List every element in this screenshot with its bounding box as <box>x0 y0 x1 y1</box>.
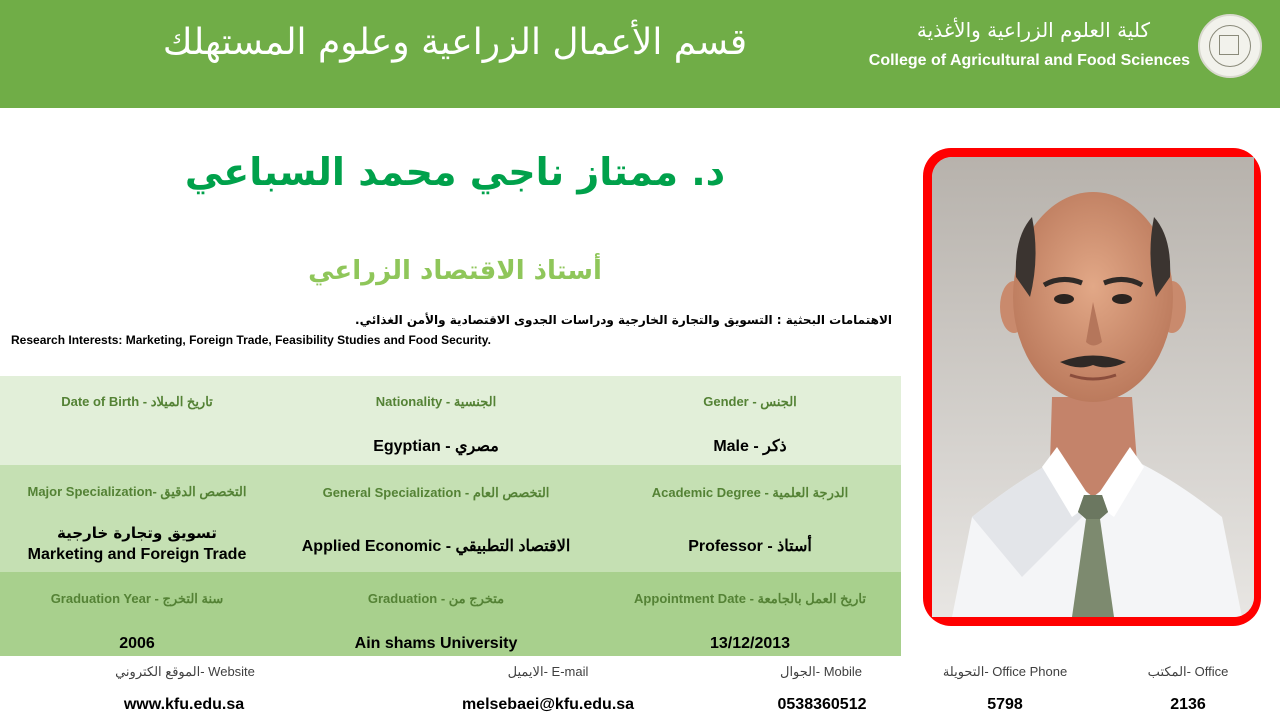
mobile-value: 0538360512 <box>777 696 867 713</box>
major-specialization-value-en: Marketing and Foreign Trade <box>27 546 247 563</box>
research-interests-ar: الاهتمامات البحثية : التسويق والتجارة الخارجية ودراسات الجدوى الاقتصادية والأمن الغذائي. <box>355 313 892 327</box>
office-phone-value: 5798 <box>987 696 1023 713</box>
faculty-name: د. ممتاز ناجي محمد السباعي <box>184 150 726 194</box>
office-phone-label: التحويلة- Office Phone <box>942 664 1068 679</box>
mobile-label: الجوال- Mobile <box>780 664 862 679</box>
website-link[interactable]: www.kfu.edu.sa <box>123 696 245 713</box>
dob-label: Date of Birth - تاريخ الميلاد <box>61 394 213 409</box>
graduation-label: Graduation - متخرج من <box>367 591 505 606</box>
college-name-ar: كلية العلوم الزراعية والأغذية <box>916 18 1150 42</box>
department-title: قسم الأعمال الزراعية وعلوم المستهلك <box>162 22 748 63</box>
university-seal-icon <box>1198 14 1262 78</box>
faculty-rank: أستاذ الاقتصاد الزراعي <box>308 256 602 286</box>
college-name-en: College of Agricultural and Food Sciences <box>868 52 1190 69</box>
research-interests-en: Research Interests: Marketing, Foreign Trade, Feasibility Studies and Food Security. <box>11 333 491 347</box>
general-specialization-label: General Specialization - التخصص العام <box>322 485 550 500</box>
faculty-portrait-photo <box>932 157 1254 617</box>
header-bar <box>0 0 1280 108</box>
academic-degree-label: Academic Degree - الدرجة العلمية <box>651 485 849 500</box>
graduation-year-value: 2006 <box>119 635 155 652</box>
appointment-date-value: 13/12/2013 <box>709 635 791 652</box>
major-specialization-value <box>0 522 277 566</box>
gender-value: Male - ذكر <box>713 438 787 455</box>
nationality-value: Egyptian - مصري <box>373 438 499 455</box>
nationality-label: Nationality - الجنسية <box>375 394 497 409</box>
major-specialization-label: Major Specialization- التخصص الدقيق <box>27 484 247 499</box>
portrait-illustration <box>932 157 1254 617</box>
academic-degree-value: Professor - أستاذ <box>688 538 812 555</box>
appointment-date-label: Appointment Date - تاريخ العمل بالجامعة <box>634 591 866 606</box>
graduation-year-label: Graduation Year - سنة التخرج <box>50 591 224 606</box>
email-link[interactable]: melsebaei@kfu.edu.sa <box>461 696 635 713</box>
office-value: 2136 <box>1170 696 1206 713</box>
major-specialization-value-ar: تسويق وتجارة خارجية <box>57 524 217 542</box>
graduation-value: Ain shams University <box>354 635 518 652</box>
general-specialization-value: Applied Economic - الاقتصاد التطبيقي <box>301 538 571 555</box>
website-label: الموقع الكتروني- Website <box>115 664 255 679</box>
email-label: الايميل- E-mail <box>507 664 589 679</box>
gender-label: Gender - الجنس <box>703 394 797 409</box>
office-label: المكتب- Office <box>1147 664 1229 679</box>
